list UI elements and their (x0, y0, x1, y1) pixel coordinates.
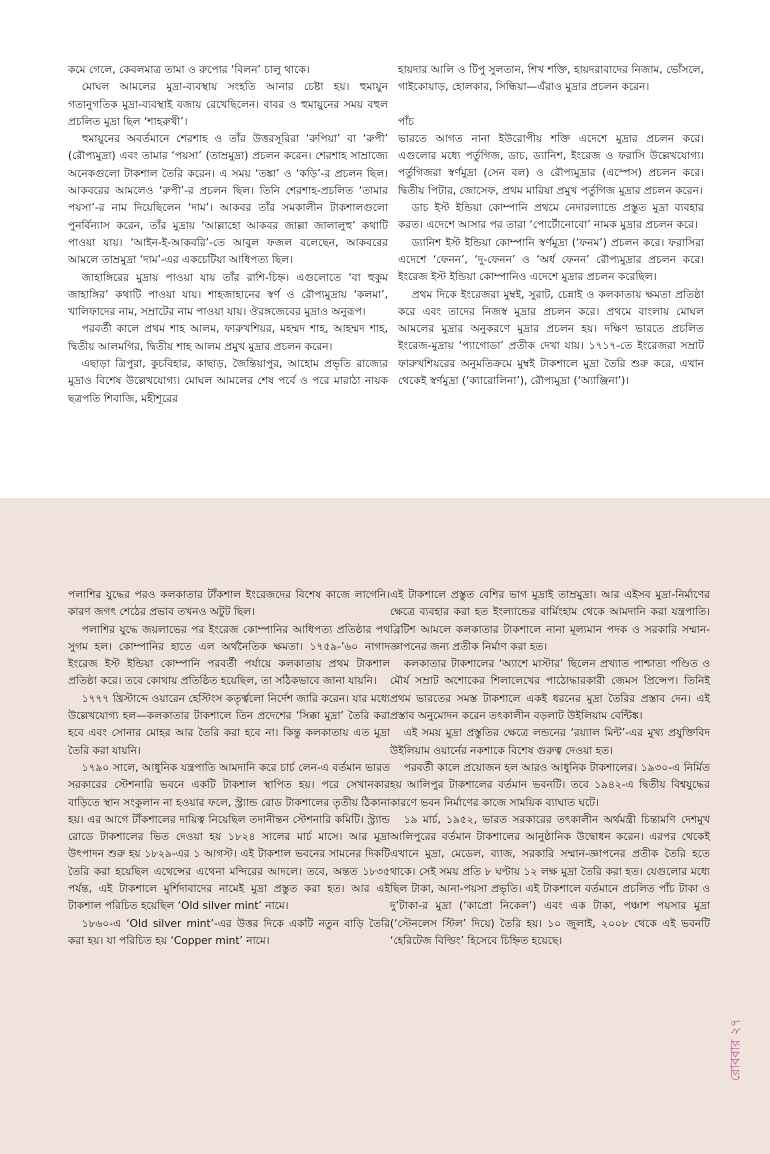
page-folio: রোববার ২৭ (728, 1018, 744, 1082)
column-bottom-right (390, 587, 710, 950)
paragraph: ১৭৭৭ খ্রিস্টাব্দে ওয়ারেন হেস্টিংস কতৃর্ত্বলো নির্দেশ জারি করেন। যার মধ্যে উল্লেখযোগ্য হল—কলকাতার টাকশালে তিন প্রদেশের ‘সিক্কা মুদ্রা’ তৈরি করা হবে এবং সোনার মোহর আর তৈরি করা হবে না। কিন্তু কলকাতায় এত মুদ্রা তৈরি করা যায়নি। (68, 692, 390, 757)
column-bottom-left (68, 587, 390, 950)
paragraph: কলকাতার টাকশালের ‘অ্যাশে মাস্টার’ ছিলেন প্রখ্যাত পাশ্চাত্য পণ্ডিত ও মৌর্য সম্রাট অশোকের শিলালেখের পাঠোদ্ধারকারী জেমস প্রিন্সেপ। তিনিই প্রথম ভারতের সমস্ত টাকশালে একই ধরনের মুদ্রা তৈরির প্রস্তাব দেন। এই প্রস্তাব অনুমোদন করেন তৎকালীন বড়লাট উইলিয়াম বেন্টিঙ্ক। (390, 658, 710, 723)
paragraph: এই টাকশালে প্রস্তুত বেশির ভাগ মুদ্রাই তাম্রমুদ্রা। আর এইসব মুদ্রা-নির্মাণের ক্ষেত্রে ব্যবহার করা হত ইংল্যান্ডের বার্মিংহাম থেকে আমদানি করা যন্ত্রপাতি। ব্রিটিশ আমলে কলকাতার টাকশালে নানা মূল্যমান পদক ও সরকারি সম্মান-জ্ঞাপনের জন্য প্রতীক নির্মাণ করা হত। (390, 589, 710, 653)
paragraph: এই সময় মুদ্রা প্রস্তুতির ক্ষেত্রে লন্ডনের ‘রয়্যাল মিন্ট’-এর মুখ্য প্রযুক্তিবিদ উইলিয়াম ওয়ার্নের নকশাকে বিশেষ গুরুত্ব দেওয়া হত। (390, 727, 710, 757)
column-top-left (68, 62, 388, 408)
paragraph: হুমায়ুনের অবর্তমানে শেরশাহ ও তাঁর উত্তরসূরিরা ‘রুপিয়া’ বা ‘রুপী’ (রৌপ্যমুদ্রা) এবং তামার ‘পয়সা’ (তাম্রমুদ্রা) প্রচলন করেন। শেরশাহ সাম্রাজ্যে অনেকগুলো টাকশাল তৈরি করেন। এ সময় ‘তঙ্কা’ ও ‘কড়ি’-র প্রচলন ছিল। আকবরের আমলেও ‘রুপী’-র প্রচলন ছিল। তিনি শেরশাহ-প্রচলিত ‘তামার পয়সা’-র নাম দিয়েছিলেন ‘দাম’। আকবর তাঁর সমকালীন টাকশালগুলো পুনর্বিন্যাস করেন, তাঁর মুদ্রায় ‘আল্লাহো আকবর জাল্লা জালালুহু’ কথাটি পাওয়া যায়। ‘আইন-ই-আকবরি’-তে আবুল ফজল বলেছেন, আকবরের আমলে তাম্রমুদ্রা ‘দাম’-এর একচেটিয়া আধিপত্য ছিল। (68, 133, 388, 267)
paragraph: জাহাঙ্গিরের মুদ্রায় পাওয়া যায় তাঁর রাশি-চিহ্ন। এগুলোতে ‘বা হুকুম জাহাঙ্গির’ কথাটি পাওয়া যায়। শাহজাহানের স্বর্ণ ও রৌপ্যমুদ্রায় ‘কলমা’, খালিফাদের নাম, সম্রাটের নাম পাওয়া যায়। ঔরঙ্গজেবের মুদ্রাও অনুরূপ। (68, 271, 388, 319)
paragraph: ড্যানিশ ইস্ট ইন্ডিয়া কোম্পানি স্বর্ণমুদ্রা (‘ফনম’) প্রচলন করে। ফরাসিরা এদেশে ‘ফেনন’, ‘দু-ফেনন’ ও ‘অর্ধ ফেনন’ রৌপ্যমুদ্রার প্রচলন করে। ইংরেজ ইস্ট ইন্ডিয়া কোম্পানিও এদেশে মুদ্রার প্রচলন করেছিল। (398, 236, 704, 284)
paragraph: ১৯ মার্চ, ১৯৫২, ভারত সরকারের তৎকালীন অর্থমন্ত্রী চিন্তামণি দেশমুখ আলিপুরের বর্তমান টাকশালের আনুষ্ঠানিক উদ্বোধন করেন। এরপর থেকেই এখানে মুদ্রা, মেডেল, ব্যাজ, সরকারি সম্মান-জ্ঞাপনের প্রতীক তৈরি হতে থাকে। সেই সময় প্রতি ৮ ঘণ্টায় ১২ লক্ষ মুদ্রা তৈরি করা হত। যেগুলোর মধ্যে ছিল টাকা, আনা-পয়সা প্রভৃতি। এই টাকশালে বর্তমানে প্রচলিত পাঁচ টাকা ও দু’টাকা-র মুদ্রা (‘কাপ্রো নিকেল’) এবং এক টাকা, পঞ্চাশ পয়সার মুদ্রা (‘স্টেনলেস স্টিল’ দিয়ে) তৈরি হয়। ১০ জুলাই, ২০০৮ থেকে এই ভবনটি ‘হেরিটেজ বিল্ডিং’ হিসেবে চিহ্নিত হয়েছে। (390, 813, 710, 947)
paragraph: এছাড়া ত্রিপুরা, কুচবিহার, কাছাড়, জৈন্তিয়াপুর, আহোম প্রভৃতি রাজ্যের মুদ্রাও বিশেষ উল্লেখযোগ্য। মোঘল আমলের শেষ পর্বে ও পরে মারাঠা নায়ক ছত্রপতি শিবাজি, মহীশূরের (68, 358, 388, 405)
paragraph: পলাশির যুদ্ধে জয়লাভের পর ইংরেজ কোম্পানির আধিপত্য প্রতিষ্ঠার পথ সুগম হল। কোম্পানির হাতে এল অর্থনৈতিক ক্ষমতা। ১৭৫৯-’৬০ নাগাদ ইংরেজ ইস্ট ইন্ডিয়া কোম্পানি পরবর্তী পর্যায়ে কলকাতায় প্রথম টাকশাল প্রতিষ্ঠা করে। তবে কোথায় প্রতিষ্ঠিত হয়েছিল, তা সঠিকভাবে জানা যায়নি। (68, 623, 390, 688)
paragraph: হায়দার আলি ও টিপু সুলতান, শিখ শক্তি, হায়দরাবাদের নিজাম, ভোঁসলে, গাইকোয়াড়, হোলকার, সিন্ধিয়া—এঁরাও মুদ্রার প্রচলন করেন। (398, 64, 704, 94)
paragraph: কমে গেলে, কেবলমাত্র তামা ও রুপোর ‘বিলন’ চালু থাকে। (68, 64, 310, 76)
paragraph: পলাশির যুদ্ধের পরও কলকাতার টাঁকশাল ইংরেজদের বিশেষ কাজে লাগেনি। কারণ জগৎ শেঠের প্রভাব তখনও অটুট ছিল। (68, 589, 390, 619)
paragraph: ভারতে আগত নানা ইউরোপীয় শক্তি এদেশে মুদ্রার প্রচলন করে। এগুলোর মধ্যে পর্তুগিজ, ডাচ, ড্যানিশ, ইংরেজ ও ফরাসি উল্লেখযোগ্য। পর্তুগিজরা স্বর্ণমুদ্রা (সেন বল) ও রৌপ্যমুদ্রার (এস্পেস) প্রচলন করে। দ্বিতীয় পিটার, জোসেফ, প্রথম মারিয়া প্রমুখ পর্তুগিজ মুদ্রার প্রচলন করেন। (398, 132, 704, 197)
paragraph: পরবর্তী কালে প্রয়োজন হল আরও আধুনিক টাকশালের। ১৯৩০-এ নির্মিত হয় আলিপুর টাকশালের বর্তমান ভবনটি। তবে ১৯৪২-এ দ্বিতীয় বিশ্বযুদ্ধের কারণে ভবন নির্মাণের কাজে সাময়িক ব্যাঘাত ঘটে। (390, 761, 710, 809)
paragraph: প্রথম দিকে ইংরেজরা মুম্বই, সুরাট, চেন্নাই ও কলকাতায় ক্ষমতা প্রতিষ্ঠা করে এবং তাদের নিজস্ব মুদ্রার প্রচলন করে। প্রথমে বাংলায় মোঘল আমলের মুদ্রার অনুকরণে মুদ্রার প্রচলন হয়। দক্ষিণ ভারতে প্রচলিত ইংরেজ-মুদ্রায় ‘প্যাগোডা’ প্রতীক দেখা যায়। ১৭১৭-তে ইংরেজরা সম্রাট ফারুখশিয়রের অনুমতিক্রমে মুম্বই টাকশালে মুদ্রা তৈরি শুরু করে, এখান থেকেই স্বর্ণমুদ্রা (‘ক্যারোলিনা’), রৌপ্যমুদ্রা (‘অ্যাঞ্জিনা’)। (398, 288, 704, 388)
section-heading: পাঁচ (398, 115, 414, 128)
paragraph: মোঘল আমলের মুদ্রা-ব্যবস্থায় সংহতি আনার চেষ্টা হয়। হুমায়ুন গতানুগতিক মুদ্রা-ব্যবস্থাই বজায় রেখেছিলেন। বাবর ও হুমায়ুনের সময় বহুল প্রচলিত মুদ্রা ছিল ‘শাহরুখী’। (68, 81, 388, 128)
paragraph: পরবর্তী কালে প্রথম শাহ আলম, ফারুখশিয়র, মহম্মদ শাহ, আহম্মদ শাহ, দ্বিতীয় আলমগির, দ্বিতীয় শাহ আলম প্রমুখ মুদ্রার প্রচলন করেন। (68, 323, 388, 353)
column-top-right (398, 62, 704, 390)
paragraph: ১৮৬০-এ ‘Old silver mint’-এর উত্তর দিকে একটি নতুন বাড়ি তৈরি করা হয়। যা পরিচিত হয় ‘Copper mint’ নামে। (68, 917, 390, 947)
paragraph: ডাচ ইস্ট ইন্ডিয়া কোম্পানি প্রথমে নেদারল্যান্ডে প্রস্তুত মুদ্রা ব্যবহার করত। এদেশে আসার পর তারা ‘পোর্টোনোবো’ নামক মুদ্রার প্রচলন করে। (398, 202, 704, 232)
paragraph: ১৭৯০ সালে, আধুনিক যন্ত্রপাতি আমদানি করে চার্চ লেন-এ বর্তমান ভারত সরকারের স্টেশনারি ভবনে একটি টাকশাল স্থাপিত হয়। পরে সেখানকার বাড়িতে স্থান সংকুলান না হওয়ার ফলে, স্ট্র্যান্ড রোড টাকশালের তৃতীয় ঠিকানা হয়। এর আগে টাঁকশালের দায়িত্ব নিয়েছিল তদানীন্তন স্টেশনারি কমিটি। স্ট্র্যান্ড রোডে টাকশালের ভিত দেওয়া হয় ১৮২৪ সালের মার্চ মাসে। আর মুদ্রা উৎপাদন শুরু হয় ১৮২৯-এর ১ আগস্ট। এই টাকশাল ভবনের সামনের দিকটি তৈরি করা হয়েছিল এথেন্সের এথেনা মন্দিরের আদলে। তবে, অন্তত ১৮৩৫ পর্যন্ত, এই টাকশালে মুর্শিদাবাদের নামেই মুদ্রা প্রস্তুত করা হত। আর এই টাকশাল পরিচিত হয়েছিল ‘Old silver mint’ নামে। (68, 761, 390, 913)
